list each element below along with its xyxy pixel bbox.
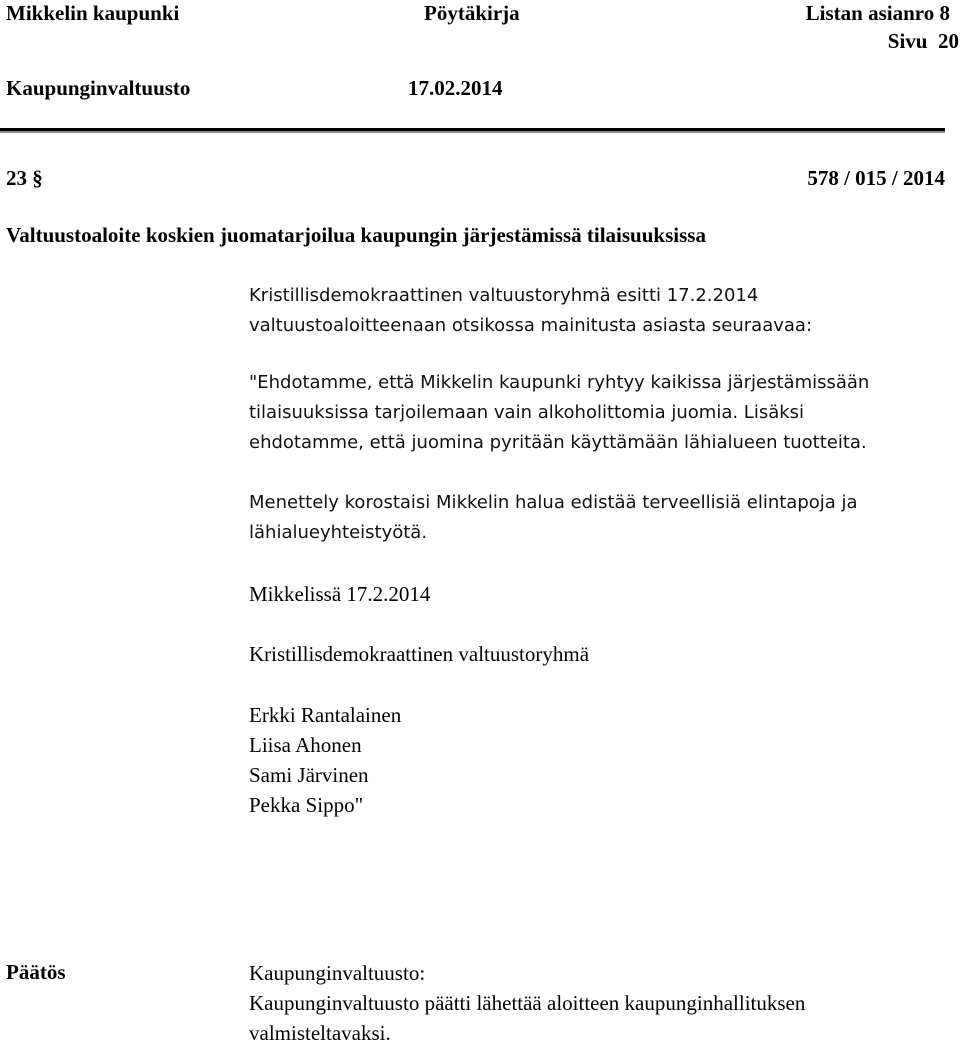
intro-paragraph [249,281,949,341]
decision-line: valmisteltavaksi. [249,1021,391,1045]
decision-text [249,958,949,1048]
intro-line: Kristillisdemokraattinen valtuustoryhmä esitti 17.2.2014 [249,285,759,306]
decision-line: Kaupunginvaltuusto: [249,961,426,985]
signer-name: Erkki Rantalainen [249,703,402,727]
signer-name: Sami Järvinen [249,763,369,787]
quote-line: tilaisuuksissa tarjoilemaan vain alkoholittomia juomia. Lisäksi [249,402,805,423]
quote-line: ehdotamme, että juomina pyritään käyttämään lähialueen tuotteita. [249,432,867,453]
intro-line: valtuustoaloitteenaan otsikossa mainitusta asiasta seuraavaa: [249,315,813,336]
section-reference: 578 / 015 / 2014 [807,166,945,190]
header-list-item: Listan asianro 8 [805,1,950,25]
header-page-number: Sivu 20 [887,29,959,53]
group-name: Kristillisdemokraattinen valtuustoryhmä [249,642,590,666]
quote-line: lähialueyhteistyötä. [249,522,428,543]
decision-line: Kaupunginvaltuusto päätti lähettää aloitteen kaupunginhallituksen [249,991,806,1015]
decision-label: Päätös [6,960,66,984]
section-number: 23 § [6,166,43,190]
signer-name: Liisa Ahonen [249,733,362,757]
header-doc-type: Pöytäkirja [424,1,520,25]
place-date: Mikkelissä 17.2.2014 [249,582,431,606]
header-divider-shadow [0,131,945,133]
header-body: Kaupunginvaltuusto [6,76,191,100]
header-org: Mikkelin kaupunki [6,1,180,25]
signer-list [249,700,401,820]
section-title: Valtuustoaloite koskien juomatarjoilua kaupungin järjestämissä tilaisuuksissa [6,223,706,247]
quote-line: Menettely korostaisi Mikkelin halua edistää terveellisiä elintapoja ja [249,492,858,513]
header-date: 17.02.2014 [408,76,503,100]
quote-line: "Ehdotamme, että Mikkelin kaupunki ryhtyy kaikissa järjestämissään [249,372,870,393]
quote-paragraph-1 [249,368,949,458]
quote-paragraph-2 [249,488,949,548]
signer-name: Pekka Sippo" [249,793,364,817]
